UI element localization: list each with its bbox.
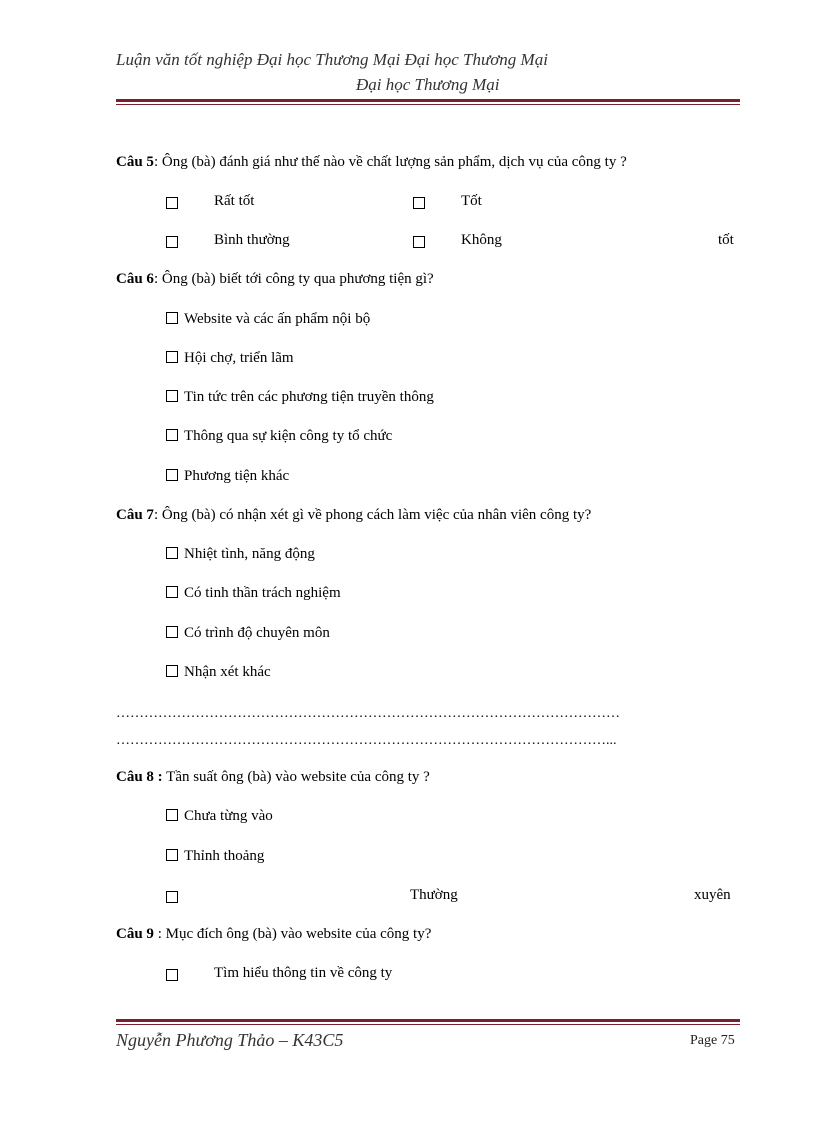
question-6 [116,271,434,288]
q8-option-sometimes[interactable] [166,848,264,865]
checkbox-icon[interactable] [166,236,178,248]
q5-option-not-tail: tốt [718,232,734,248]
checkbox-icon[interactable] [166,197,178,209]
q7-option-responsible[interactable] [166,585,341,602]
q5-option-not: Không [461,232,502,248]
checkbox-icon[interactable] [166,665,178,677]
footer-rule [116,1019,740,1025]
checkbox-icon[interactable] [166,312,178,324]
answer-line[interactable]: ……………………………………………………………………………………………... [116,733,617,748]
checkbox-icon[interactable] [166,891,178,903]
q8-option-often-tail: xuyên [694,887,731,903]
header-rule [116,99,740,105]
q6-option-label: Hội chợ, triển lãm [184,350,294,366]
checkbox-icon[interactable] [166,469,178,481]
header-title: Luận văn tốt nghiệp Đại học Thương Mại Đại học Thương Mại [116,50,548,69]
checkbox-icon[interactable] [166,969,178,981]
q6-option-label: Thông qua sự kiện công ty tổ chức [184,428,393,444]
q8-option-label: Thỉnh thoảng [184,848,265,864]
question-6-label: Câu 6 [116,271,154,287]
q7-option-label: Có tinh thần trách nghiệm [184,585,341,601]
question-5-label: Câu 5 [116,154,154,170]
q7-option-enthusiastic[interactable] [166,546,315,563]
checkbox-icon[interactable] [166,390,178,402]
q6-option-website[interactable] [166,311,370,328]
question-8-text: Tần suất ông (bà) vào website của công ty ? [162,769,430,785]
header-subtitle: Đại học Thương Mại [356,75,500,94]
checkbox-icon[interactable] [166,626,178,638]
question-7-text: : Ông (bà) có nhận xét gì về phong cách làm việc của nhân viên công ty? [153,507,592,523]
question-7-label: Câu 7 [116,507,154,523]
q7-option-skilled[interactable] [166,625,330,642]
question-9 [116,926,431,943]
checkbox-icon[interactable] [413,236,425,248]
question-6-text: : Ông (bà) biết tới công ty qua phương tiện gì? [153,271,434,287]
checkbox-icon[interactable] [166,849,178,861]
checkbox-icon[interactable] [413,197,425,209]
question-5 [116,154,627,171]
q6-option-label: Phương tiện khác [184,468,290,484]
q7-option-other[interactable] [166,664,271,681]
q5-option-normal: Bình thường [214,232,290,248]
q6-option-fair[interactable] [166,350,294,367]
question-5-text: : Ông (bà) đánh giá như thế nào về chất lượng sản phẩm, dịch vụ của công ty ? [153,154,627,170]
page-number: Page 75 [690,1033,735,1048]
checkbox-icon[interactable] [166,547,178,559]
q8-option-often: Thường [410,887,458,903]
q6-option-other[interactable] [166,468,289,485]
q6-option-media[interactable] [166,389,434,406]
q9-option-info: Tìm hiểu thông tin về công ty [214,965,393,981]
footer-author: Nguyễn Phương Thảo – K43C5 [116,1030,344,1050]
q5-option-good: Tốt [461,193,482,209]
checkbox-icon[interactable] [166,429,178,441]
question-9-label: Câu 9 [116,926,154,942]
q5-option-very-good: Rất tốt [214,193,255,209]
q6-option-label: Tin tức trên các phương tiện truyền thông [184,389,434,405]
question-7 [116,507,591,524]
q7-option-label: Có trình độ chuyên môn [184,625,330,641]
checkbox-icon[interactable] [166,809,178,821]
q7-option-label: Nhận xét khác [184,664,271,680]
checkbox-icon[interactable] [166,351,178,363]
q6-option-label: Website và các ấn phẩm nội bộ [184,311,371,327]
q6-option-event[interactable] [166,428,392,445]
checkbox-icon[interactable] [166,586,178,598]
q8-option-label: Chưa từng vào [184,808,273,824]
answer-line[interactable]: ……………………………………………………………………………………………… [116,706,620,721]
q7-option-label: Nhiệt tình, năng động [184,546,315,562]
q8-option-never[interactable] [166,808,273,825]
question-9-text: : Mục đích ông (bà) vào website của công ty? [153,926,432,942]
question-8 [116,769,430,786]
question-8-label: Câu 8 : [116,769,163,785]
